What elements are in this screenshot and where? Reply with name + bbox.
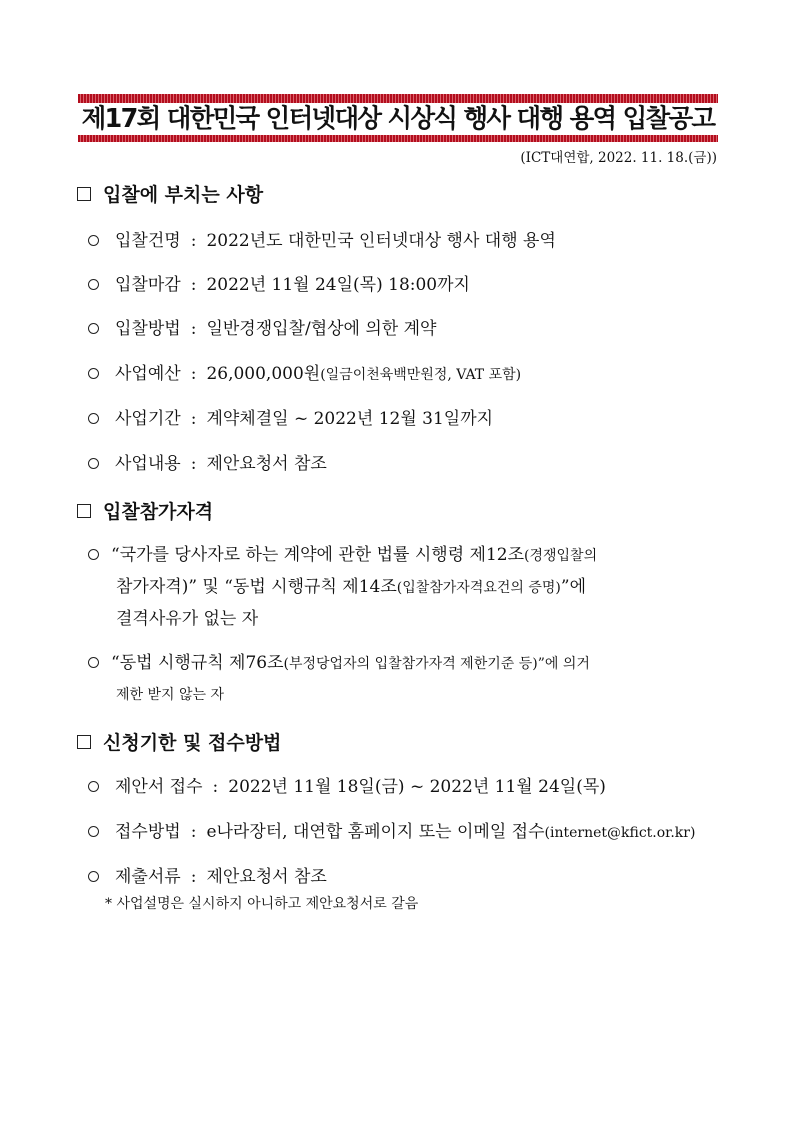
list-item: 사업내용 : 제안요청서 참조	[88, 449, 327, 474]
circle-bullet-icon	[88, 413, 99, 424]
item-value: 26,000,000원	[206, 364, 321, 384]
circle-bullet-icon	[88, 368, 99, 379]
title-bar-top	[78, 94, 718, 103]
item-value-note: (일금이천육백만원정, VAT 포함)	[320, 367, 522, 383]
item-label: 접수방법	[115, 822, 181, 842]
qualification-note: (입찰참가자격요건의 증명)	[396, 580, 561, 596]
circle-bullet-icon	[88, 279, 99, 290]
item-label: 제출서류	[115, 867, 181, 887]
qualification-text: 결격사유가 없는 자	[116, 609, 259, 629]
item-label: 입찰방법	[115, 319, 181, 339]
title-banner	[78, 94, 718, 142]
item-label: 사업내용	[115, 454, 181, 474]
dateline: (ICT대연합, 2022. 11. 18.(금))	[520, 150, 717, 166]
section-heading: 입찰에 부치는 사항	[103, 184, 264, 206]
item-value: 제안요청서 참조	[206, 867, 327, 887]
list-item: 제출서류 : 제안요청서 참조	[88, 862, 327, 887]
square-bullet-icon	[77, 504, 91, 518]
list-item: 접수방법 : e나라장터, 대연합 홈페이지 또는 이메일 접수 (internet@kfict.or.kr)	[88, 817, 695, 842]
list-item: 입찰마감 : 2022년 11월 24일(목) 18:00까지	[88, 270, 470, 295]
qualification-text: 제한 받지 않는 자	[116, 687, 225, 703]
qualification-text: 참가자격)” 및 “동법 시행규칙 제14조	[116, 577, 397, 597]
email-address: (internet@kfict.or.kr)	[544, 825, 696, 841]
item-value: 제안요청서 참조	[206, 454, 327, 474]
square-bullet-icon	[77, 187, 91, 201]
item-label: 입찰마감	[115, 275, 181, 295]
list-item: 사업기간 : 계약체결일 ~ 2022년 12월 31일까지	[88, 404, 493, 429]
title-bar-bottom	[78, 135, 718, 142]
circle-bullet-icon	[88, 323, 99, 334]
list-item: 입찰건명 : 2022년도 대한민국 인터넷대상 행사 대행 용역	[88, 226, 556, 251]
list-item: 제안서 접수 : 2022년 11월 18일(금) ~ 2022년 11월 24일(목)	[88, 772, 606, 797]
qualification-text: “국가를 당사자로 하는 계약에 관한 법률 시행령 제12조	[111, 545, 525, 565]
item-value: 2022년도 대한민국 인터넷대상 행사 대행 용역	[206, 231, 556, 251]
item-label: 사업기간	[115, 409, 181, 429]
qualification-note: (경쟁입찰의	[524, 548, 598, 564]
qualification-item-1	[88, 540, 716, 635]
section-heading: 신청기한 및 접수방법	[103, 732, 282, 754]
circle-bullet-icon	[88, 458, 99, 469]
square-bullet-icon	[77, 735, 91, 749]
qualification-item-2	[88, 648, 716, 711]
item-label: 사업예산	[115, 364, 181, 384]
section-heading: 입찰참가자격	[103, 501, 214, 523]
circle-bullet-icon	[88, 235, 99, 246]
qualification-text: “동법 시행규칙 제76조	[111, 653, 284, 673]
list-item: 입찰방법 : 일반경쟁입찰/협상에 의한 계약	[88, 314, 436, 339]
circle-bullet-icon	[88, 826, 99, 837]
list-item: 사업예산 : 26,000,000원 (일금이천육백만원정, VAT 포함)	[88, 359, 521, 384]
section-bid-matters	[77, 180, 263, 207]
item-value: 2022년 11월 18일(금) ~ 2022년 11월 24일(목)	[228, 777, 606, 797]
section-application	[77, 728, 281, 755]
circle-bullet-icon	[88, 781, 99, 792]
section-qualification	[77, 497, 213, 524]
footnote: * 사업설명은 실시하지 아니하고 제안요청서로 갈음	[105, 896, 419, 912]
qualification-note: (부정당업자의 입찰참가자격 제한기준 등)	[283, 656, 538, 672]
item-value: 2022년 11월 24일(목) 18:00까지	[206, 275, 470, 295]
circle-bullet-icon	[88, 657, 99, 668]
page-title: 제17회 대한민국 인터넷대상 시상식 행사 대행 용역 입찰공고	[81, 104, 715, 134]
item-label: 입찰건명	[115, 231, 181, 251]
circle-bullet-icon	[88, 549, 99, 560]
item-value: 계약체결일 ~ 2022년 12월 31일까지	[206, 409, 494, 429]
item-value: e나라장터, 대연합 홈페이지 또는 이메일 접수	[206, 822, 545, 842]
item-label: 제안서 접수	[115, 777, 203, 797]
circle-bullet-icon	[88, 871, 99, 882]
qualification-text: ”에 의거	[537, 656, 590, 672]
item-value: 일반경쟁입찰/협상에 의한 계약	[206, 319, 437, 339]
qualification-text: ”에	[560, 577, 587, 597]
